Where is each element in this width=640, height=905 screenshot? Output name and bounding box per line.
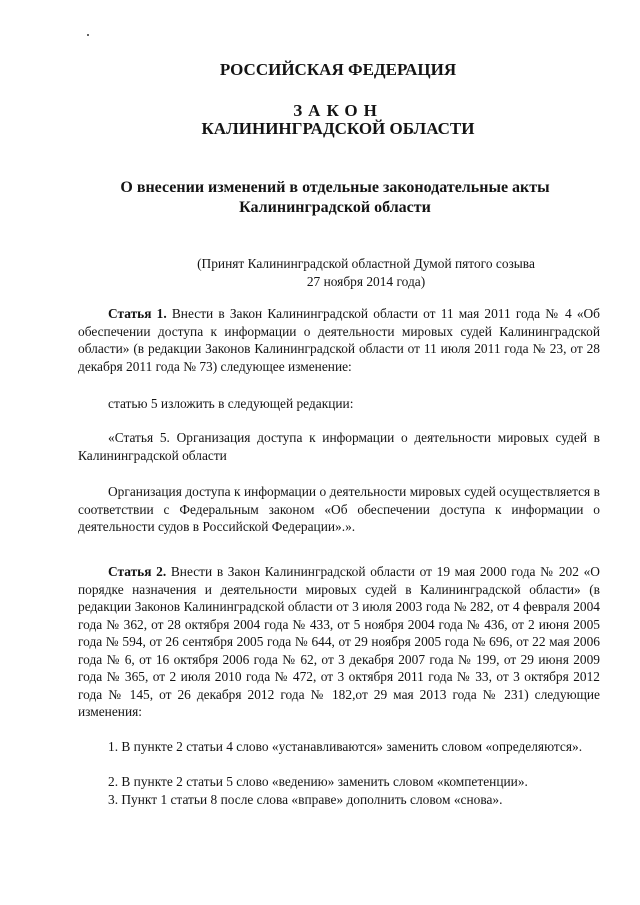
article-1-text: Внести в Закон Калининградской области от 11 мая 2011 года № 4 «Об обеспечении доступа к информации о деятельности мировых судей Калининградской области» (в редакции Законов Калининградской области от 11 июля 2011 года № 23, от 28 декабря 2011 года № 73) следующее изменение:	[78, 306, 600, 374]
article-2-item-2-text: 2. В пункте 2 статьи 5 слово «ведению» заменить словом «компетенции».	[108, 774, 528, 789]
article-1-label: Статья 1.	[108, 306, 167, 321]
article-1-paragraph	[78, 305, 600, 375]
header-region: КАЛИНИНГРАДСКОЙ ОБЛАСТИ	[201, 119, 475, 138]
article-2-text: Внести в Закон Калининградской области от 19 мая 2000 года № 202 «О порядке назначения и деятельности мировых судей в Калининградской области» (в редакции Законов Калининградской области от 3 июля 2003 года № 282, от 4 февраля 2004 года № 362, от 28 октября 2004 года № 433, от 5 ноября 2004 года № 436, от 2 июня 2005 года № 594, от 26 сентября 2005 года № 644, от 29 ноября 2005 года № 696, от 22 мая 2006 года № 6, от 16 октября 2006 года № 62, от 3 декабря 2007 года № 199, от 29 июня 2009 года № 365, от 2 июля 2010 года № 472, от 3 октября 2011 года № 33, от 3 октября 2012 года № 145, от 26 декабря 2012 года № 182,от 29 мая 2013 года № 231) следующие изменения:	[78, 564, 600, 719]
article-2-item-1-text: 1. В пункте 2 статьи 4 слово «устанавливаются» заменить словом «определяются».	[108, 739, 583, 754]
adopted-note-line-1: (Принят Калининградской областной Думой пятого созыва	[197, 256, 535, 271]
law-title-line-1: О внесении изменений в отдельные законодательные акты	[120, 179, 550, 196]
article-5-quote-body-text: Организация доступа к информации о деятельности мировых судей осуществляется в соответствии с Федеральным законом «Об обеспечении доступа к информации о деятельности судов в Российской Федерации».».	[78, 484, 600, 534]
article-2-item-3	[78, 791, 600, 809]
article-5-quote-body	[78, 483, 600, 536]
article-2-item-1	[78, 738, 600, 756]
article-2-item-3-text: 3. Пункт 1 статьи 8 после слова «вправе» дополнить словом «снова».	[108, 792, 503, 807]
header-law: ЗАКОН	[293, 101, 383, 120]
article-2-item-2	[78, 773, 600, 791]
article-5-quote-title	[78, 429, 600, 464]
header-federation: РОССИЙСКАЯ ФЕДЕРАЦИЯ	[219, 60, 457, 79]
article-5-quote-title-text: «Статья 5. Организация доступа к информации о деятельности мировых судей в Калининградской области	[78, 430, 600, 463]
scan-speck	[87, 34, 89, 36]
article-2-paragraph	[78, 563, 600, 721]
article-1-instruction: статью 5 изложить в следующей редакции:	[108, 396, 354, 411]
adopted-note-line-2: 27 ноября 2014 года)	[306, 274, 426, 289]
law-title-line-2: Калининградской области	[239, 199, 431, 216]
article-2-label: Статья 2.	[108, 564, 167, 579]
